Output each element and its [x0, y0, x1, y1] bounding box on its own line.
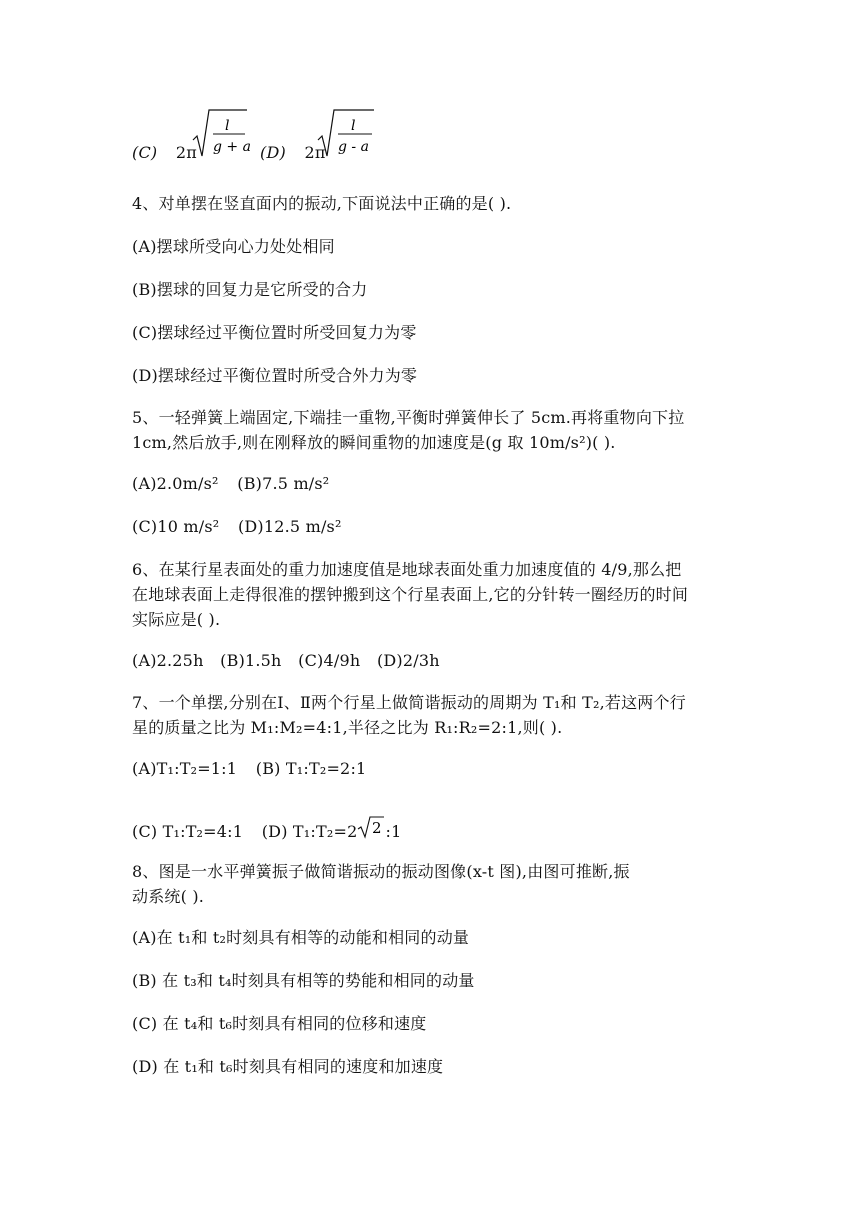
q7-option-b: (B) T₁:T₂=2:1	[255, 759, 367, 778]
q3-option-c-label: (C)	[132, 143, 158, 162]
q3-option-row	[132, 142, 197, 164]
q6-option-a: (A)2.25h	[132, 651, 204, 670]
q5-option-b: (B)7.5 m/s²	[237, 474, 330, 493]
q7-stem-line2: 星的质量之比为 M₁:M₂=4:1,半径之比为 R₁:R₂=2:1,则( ).	[132, 718, 563, 737]
q7-option-d-radical	[357, 815, 385, 839]
q6-stem-line1: 6、在某行星表面处的重力加速度值是地球表面处重力加速度值的 4/9,那么把	[132, 560, 682, 579]
q8-option-c: (C) 在 t₄和 t₆时刻具有相同的位移和速度	[132, 1014, 427, 1033]
q5-option-c: (C)10 m/s²	[132, 517, 220, 536]
q7-option-d-radicand: 2	[372, 819, 383, 837]
q3-option-d-label: (D)	[260, 143, 286, 162]
q6-stem-line3: 实际应是( ).	[132, 610, 221, 629]
q3-option-d-prefix: 2π	[304, 143, 326, 162]
q4-option-b: (B)摆球的回复力是它所受的合力	[132, 280, 368, 299]
q3-option-c-numerator: l	[225, 118, 230, 134]
q7-option-d-prefix: (D) T₁:T₂=2	[261, 822, 358, 841]
q8-option-d: (D) 在 t₁和 t₆时刻具有相同的速度和加速度	[132, 1057, 444, 1076]
q4-option-c: (C)摆球经过平衡位置时所受回复力为零	[132, 323, 417, 342]
q6-option-c: (C)4/9h	[298, 651, 361, 670]
q5-options-row2	[132, 516, 342, 538]
q3-option-c-radical	[191, 106, 251, 162]
q5-stem-line1: 5、一轻弹簧上端固定,下端挂一重物,平衡时弹簧伸长了 5cm.再将重物向下拉	[132, 408, 685, 427]
q5-options-row1	[132, 473, 329, 495]
q3-option-d-radical	[316, 106, 378, 162]
q3-option-d-numerator: l	[351, 118, 356, 134]
q8-stem-line1: 8、图是一水平弹簧振子做简谐振动的振动图像(x-t 图),由图可推断,振	[132, 862, 630, 881]
q7-option-d-suffix: :1	[385, 822, 402, 841]
q7-option-a: (A)T₁:T₂=1:1	[132, 759, 238, 778]
q5-stem-line2: 1cm,然后放手,则在刚释放的瞬间重物的加速度是(g 取 10m/s²)( ).	[132, 433, 616, 452]
q7-options-row2	[132, 815, 401, 843]
q7-options-row1	[132, 758, 366, 780]
q6-option-d: (D)2/3h	[376, 651, 440, 670]
q6-options-row	[132, 650, 440, 672]
q3-option-c-denominator: g + a	[213, 139, 251, 155]
q7-stem-line1: 7、一个单摆,分别在Ⅰ、Ⅱ两个行星上做简谐振动的周期为 T₁和 T₂,若这两个行	[132, 693, 686, 712]
q3-option-d-denominator: g - a	[338, 139, 369, 155]
q8-option-a: (A)在 t₁和 t₂时刻具有相等的动能和相同的动量	[132, 928, 470, 947]
q5-option-d: (D)12.5 m/s²	[237, 517, 342, 536]
q4-option-d: (D)摆球经过平衡位置时所受合外力为零	[132, 366, 418, 385]
q8-option-b: (B) 在 t₃和 t₄时刻具有相等的势能和相同的动量	[132, 971, 475, 990]
q3-option-c-prefix: 2π	[175, 143, 198, 162]
q6-option-b: (B)1.5h	[220, 651, 282, 670]
q4-stem: 4、对单摆在竖直面内的振动,下面说法中正确的是( ).	[132, 194, 512, 213]
q8-stem-line2: 动系统( ).	[132, 887, 205, 906]
q6-stem-line2: 在地球表面上走得很准的摆钟搬到这个行星表面上,它的分针转一圈经历的时间	[132, 585, 689, 604]
q5-option-a: (A)2.0m/s²	[132, 474, 219, 493]
q7-option-c: (C) T₁:T₂=4:1	[132, 822, 244, 841]
q4-option-a: (A)摆球所受向心力处处相同	[132, 237, 335, 256]
